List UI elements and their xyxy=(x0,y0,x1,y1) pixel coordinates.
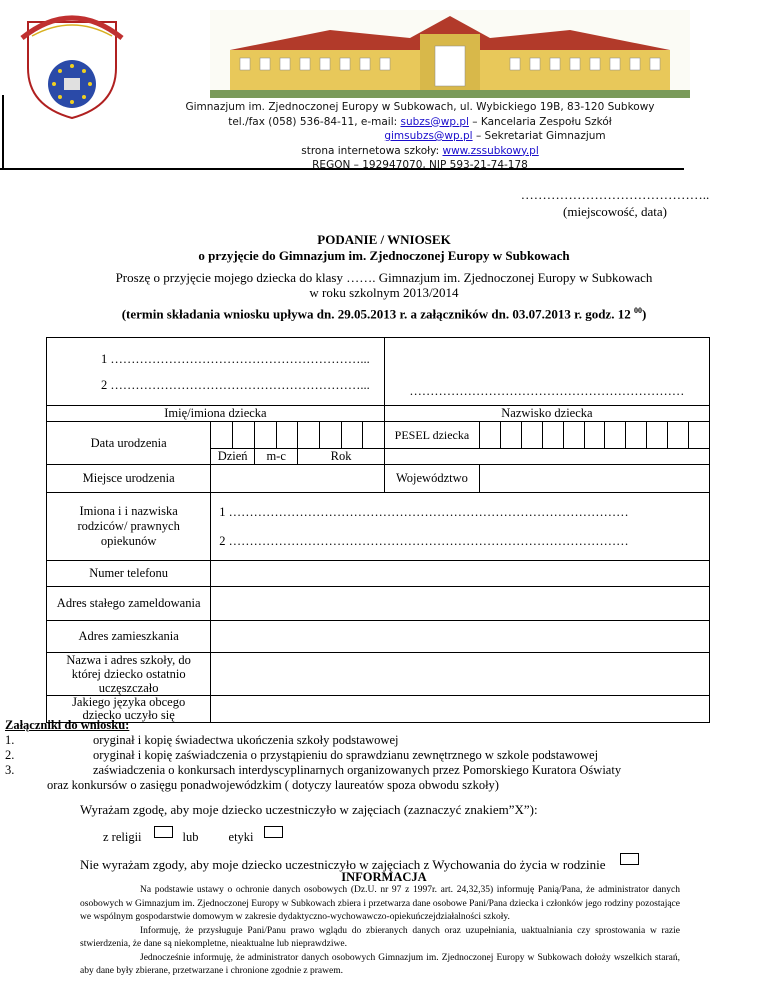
pesel-digit[interactable] xyxy=(605,422,626,449)
pesel-digit[interactable] xyxy=(626,422,647,449)
day-label: Dzień xyxy=(211,449,255,465)
religion-label: z religii xyxy=(103,830,142,844)
website-link[interactable]: www.zssubkowy.pl xyxy=(442,144,539,157)
pesel-digit[interactable] xyxy=(542,422,563,449)
surname-cell[interactable] xyxy=(384,338,709,406)
voivodeship-field[interactable] xyxy=(480,465,710,493)
first-names-cell[interactable] xyxy=(47,338,385,406)
attachment-item xyxy=(5,763,765,778)
no-consent-checkbox[interactable] xyxy=(620,853,639,865)
attachment-text: zaświadczenia o konkursach interdyscyplinarnych organizowanych przez Pomorskiego Kuratora Oświaty xyxy=(93,763,622,777)
attachments-section xyxy=(5,718,765,793)
attachment-item xyxy=(5,748,765,763)
deadline-sup: 00 xyxy=(633,306,642,315)
religion-checkbox[interactable] xyxy=(154,826,173,838)
birth-date-digit[interactable] xyxy=(319,422,341,449)
info-paragraph: Na podstawie ustawy o ochronie danych osobowych (Dz.U. nr 97 z 1997r. art. 24,32,35) informuję Panią/Pana, że administrator danych osobowych w Gimnazjum im. Zjednoczonej Europy w Subkowach zbiera i przetwarza dane osobowe Pani/Pana dziecka i członków jego rodziny pozostające we wspólnym gospodarstwie domowym w zakresie dydaktyczno-wychowawczo-opiekuńczejdziałalności szkoły. xyxy=(80,885,680,922)
parent-2-field[interactable]: 2 …………………………………………………………………………………… xyxy=(219,533,629,548)
school-year: w roku szkolnym 2013/2014 xyxy=(309,285,459,300)
birth-date-digit[interactable] xyxy=(298,422,320,449)
birth-date-label: Data urodzenia xyxy=(47,422,211,465)
birth-place-field[interactable] xyxy=(211,465,385,493)
deadline-note xyxy=(0,306,768,322)
birth-date-digit[interactable] xyxy=(233,422,255,449)
attachment-continuation: oraz konkursów o zasięgu ponadwojewódzkim ( dotyczy laureatów spoza obwodu szkoły) xyxy=(47,778,499,792)
foreign-language-label: Jakiego języka obcego dziecko uczyło się xyxy=(47,696,211,723)
attachment-text: oryginał i kopię zaświadczenia o przystąpieniu do sprawdzianu zewnętrznego w szkole podstawowej xyxy=(93,748,599,762)
chancellery-label: – Kancelaria Zespołu Szkół xyxy=(468,115,612,128)
voivodeship-label: Województwo xyxy=(384,465,479,493)
pesel-digit[interactable] xyxy=(647,422,668,449)
pesel-label: PESEL dziecka xyxy=(384,422,479,449)
first-name-1-field[interactable]: 1 ……………………………………………………... xyxy=(101,351,370,366)
birth-date-digit[interactable] xyxy=(276,422,298,449)
birth-place-label: Miejsce urodzenia xyxy=(47,465,211,493)
intro-line: Proszę o przyjęcie mojego dziecka do klasy ……. Gimnazjum im. Zjednoczonej Europy w Subkowach xyxy=(115,270,653,285)
info-paragraph: Jednocześnie informuję, że administrator danych osobowych Gimnazjum im. Zjednoczonej Europy w Subkowach dołoży wszelkich starań, aby dane były zbierane, przetwarzane i chronione zgodnie z prawem. xyxy=(80,952,680,976)
pesel-digit[interactable] xyxy=(688,422,709,449)
applicant-form-table xyxy=(46,337,710,723)
school-building-image xyxy=(210,10,690,98)
birth-date-digit[interactable] xyxy=(341,422,363,449)
page-subtitle: o przyjęcie do Gimnazjum im. Zjednoczonej Europy w Subkowach xyxy=(198,248,570,263)
residence-address-label: Adres zamieszkania xyxy=(47,621,211,653)
school-header xyxy=(150,100,690,173)
regon-nip: REGON – 192947070, NIP 593-21-74-178 xyxy=(312,159,528,171)
attachment-num: 2. xyxy=(5,748,15,762)
website-label: strona internetowa szkoły: xyxy=(301,144,443,157)
year-label: Rok xyxy=(298,449,385,465)
attachment-num: 1. xyxy=(5,733,15,747)
previous-school-field[interactable] xyxy=(211,653,710,696)
surname-field[interactable]: ………………………………………………………… xyxy=(409,384,685,398)
place-date-field[interactable]: …………………………………….. xyxy=(520,187,710,202)
phone-field[interactable] xyxy=(211,561,710,587)
registered-address-label: Adres stałego zameldowania xyxy=(47,587,211,621)
attachments-title: Załączniki do wniosku: xyxy=(5,718,130,732)
pesel-digit[interactable] xyxy=(668,422,689,449)
place-date-label: (miejscowość, data) xyxy=(563,204,667,219)
residence-address-field[interactable] xyxy=(211,621,710,653)
info-text xyxy=(80,884,680,979)
school-address: Gimnazjum im. Zjednoczonej Europy w Subkowach, ul. Wybickiego 19B, 83-120 Subkowy xyxy=(185,101,655,113)
deadline-text: (termin składania wniosku upływa dn. 29.05.2013 r. a załączników dn. 03.07.2013 r. godz. 12 xyxy=(121,306,634,322)
phone-line: tel./fax (058) 536-84-11, e-mail: xyxy=(228,115,401,128)
email-link-secretariat[interactable]: gimsubzs@wp.pl xyxy=(384,130,473,142)
parent-1-field[interactable]: 1 …………………………………………………………………………………… xyxy=(219,504,629,519)
registered-address-field[interactable] xyxy=(211,587,710,621)
header-divider-vertical xyxy=(2,95,4,170)
pesel-blank xyxy=(384,449,709,465)
first-names-label: Imię/imiona dziecka xyxy=(47,406,385,422)
birth-date-digit[interactable] xyxy=(254,422,276,449)
first-name-2-field[interactable]: 2 ……………………………………………………... xyxy=(101,377,370,392)
parents-cell[interactable] xyxy=(211,493,710,561)
deadline-close: ) xyxy=(641,306,647,322)
phone-label: Numer telefonu xyxy=(47,561,211,587)
birth-date-digit[interactable] xyxy=(211,422,233,449)
email-link-chancellery[interactable]: subzs@wp.pl xyxy=(400,115,469,128)
attachment-item xyxy=(5,733,765,748)
attachment-text: oryginał i kopię świadectwa ukończenia szkoły podstawowej xyxy=(93,733,399,747)
ethics-checkbox[interactable] xyxy=(264,826,283,838)
surname-label: Nazwisko dziecka xyxy=(384,406,709,422)
pesel-digit[interactable] xyxy=(480,422,501,449)
info-title: INFORMACJA xyxy=(341,870,427,884)
ethics-label: etyki xyxy=(228,830,254,844)
parents-label: Imiona i i nazwiska rodziców/ prawnych opiekunów xyxy=(47,493,211,561)
secretariat-label: – Sekretariat Gimnazjum xyxy=(472,130,606,142)
or-label: lub xyxy=(182,830,199,844)
info-paragraph: Informuję, że przysługuje Pani/Panu prawo wglądu do zbieranych danych oraz uzupełniania, uaktualniania czy sprostowania w razie stwierdzenia, że dane są niekompletne, nieaktualne lub nieprawdziwe. xyxy=(80,925,680,949)
month-label: m-c xyxy=(254,449,297,465)
pesel-digit[interactable] xyxy=(500,422,521,449)
header-divider xyxy=(0,168,684,170)
pesel-digit[interactable] xyxy=(521,422,542,449)
page-title: PODANIE / WNIOSEK xyxy=(317,232,451,247)
no-consent-text: Nie wyrażam zgody, aby moje dziecko uczestniczyło w zajęciach z Wychowania do życia w rodzinie xyxy=(80,857,606,872)
consent-options xyxy=(103,826,283,845)
attachment-num: 3. xyxy=(5,763,15,777)
pesel-digit[interactable] xyxy=(584,422,605,449)
previous-school-label: Nazwa i adres szkoły, do której dziecko ostatnio uczęszczało xyxy=(47,653,211,696)
birth-date-digit[interactable] xyxy=(363,422,385,449)
consent-text: Wyrażam zgodę, aby moje dziecko uczestniczyło w zajęciach (zaznaczyć znakiem”X”): xyxy=(80,802,538,817)
pesel-digit[interactable] xyxy=(563,422,584,449)
school-logo xyxy=(18,8,126,120)
